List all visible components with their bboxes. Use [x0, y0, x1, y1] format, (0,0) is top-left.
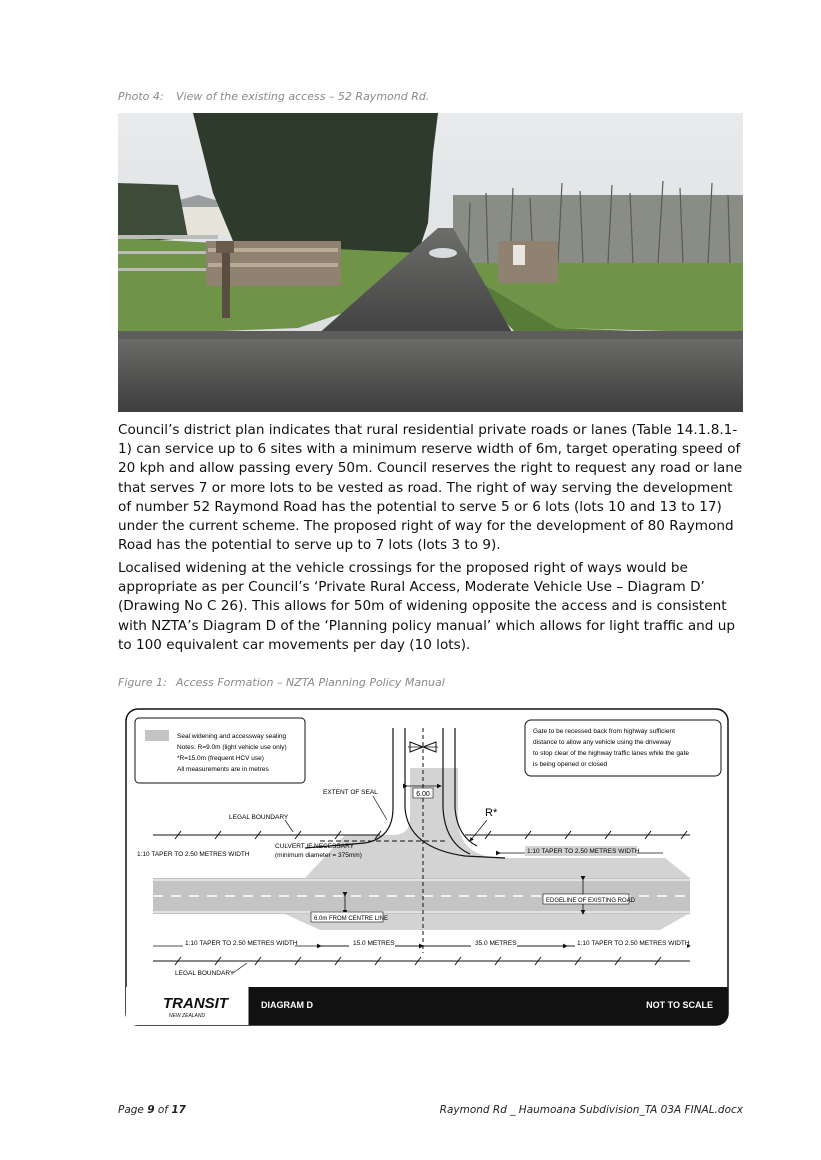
transit-logo: TRANSIT [163, 995, 228, 1012]
legend-swatch [145, 730, 169, 741]
document-name: Raymond Rd _ Haumoana Subdivision_TA 03A FINAL.docx [439, 1104, 743, 1116]
gate-note-line4: is being opened or closed [533, 761, 608, 768]
paragraph-widening: Localised widening at the vehicle crossings for the proposed right of ways would be appropriate as per Council’s ‘Private Rural Access, Moderate Vehicle Use – Diagram D’ (Drawing No C 26). This allows for 50m of widening opposite the access and is consistent with NZTA’s Diagram D of the ‘Planning policy manual’ which allows for light traffic and up to 100 equivalent car movements per day (10 lots). [118, 560, 735, 653]
figure-caption-text: Access Formation – NZTA Planning Policy Manual [176, 676, 445, 689]
culvert-label-line1: CULVERT IF NECESSARY [275, 843, 354, 850]
legend-line3: *R=15.0m (frequent HCV use) [177, 755, 264, 762]
figure-caption [118, 676, 445, 689]
photo-caption-number: Photo 4: [118, 90, 164, 103]
culvert-label-line2: (minimum diameter = 375mm) [275, 852, 362, 859]
dim-15-label: 15.0 METRES [353, 940, 395, 947]
page-number [118, 1104, 186, 1116]
diagram-title: DIAGRAM D [261, 1000, 313, 1010]
taper-left-top-label: 1:10 TAPER TO 2.50 METRES WIDTH [137, 851, 250, 858]
centre-line-label: 6.0m FROM CENTRE LINE [314, 916, 389, 922]
scale-note: NOT TO SCALE [646, 1000, 713, 1010]
gate-note-line2: distance to allow any vehicle using the driveway [533, 739, 672, 746]
figure-caption-number: Figure 1: [118, 676, 167, 689]
dim-35-label: 35.0 METRES [475, 940, 517, 947]
taper-right-top-label: 1:10 TAPER TO 2.50 METRES WIDTH [527, 848, 640, 855]
page-current: 9 [147, 1104, 155, 1116]
diagram-d [125, 708, 729, 1026]
paragraph-plan: Council’s district plan indicates that rural residential private roads or lanes (Table 14.1.8.1-1) can service up to 6 sites with a minimum reserve width of 6m, target operating speed of 20 kph and allow passing every 50m. Council reserves the right to request any road or lane that serves 7 or more lots to be vested as road. The right of way serving the development of number 52 Raymond Road has the potential to serve 5 or 6 lots (lots 10 and 13 to 17) under the current scheme. The proposed right of way for the development of 80 Raymond Road has the potential to serve up to 7 lots (lots 3 to 9). [118, 422, 743, 554]
page-of: of [154, 1104, 172, 1116]
legend-line1: Seal widening and accessway sealing [177, 733, 287, 740]
legend-line4: All measurements are in metres [177, 766, 269, 773]
extent-of-seal-label: EXTENT OF SEAL [323, 789, 378, 796]
transit-logo-subtext: NEW ZEALAND [169, 1013, 206, 1019]
page-prefix: Page [118, 1104, 148, 1116]
photo-caption [118, 90, 429, 103]
gate-note-line3: to stop clear of the highway traffic lanes while the gate [533, 750, 689, 757]
radius-label: R* [485, 807, 498, 819]
legal-boundary-bottom-label: LEGAL BOUNDARY [175, 970, 235, 977]
taper-right-bottom-label: 1:10 TAPER TO 2.50 METRES WIDTH [577, 940, 690, 947]
access-photo [118, 113, 743, 412]
edgeline-label: EDGELINE OF EXISTING ROAD [546, 898, 636, 904]
width-label: 6.00 [416, 791, 430, 798]
taper-left-bottom-label: 1:10 TAPER TO 2.50 METRES WIDTH [185, 940, 298, 947]
page-total: 17 [171, 1104, 186, 1116]
legend-line2: Notes: R=9.0m (light vehicle use only) [177, 744, 287, 751]
photo-caption-text: View of the existing access – 52 Raymond Rd. [176, 90, 430, 103]
legal-boundary-top-label: LEGAL BOUNDARY [229, 814, 289, 821]
gate-note-line1: Gate to be recessed back from highway sufficient [533, 728, 675, 735]
